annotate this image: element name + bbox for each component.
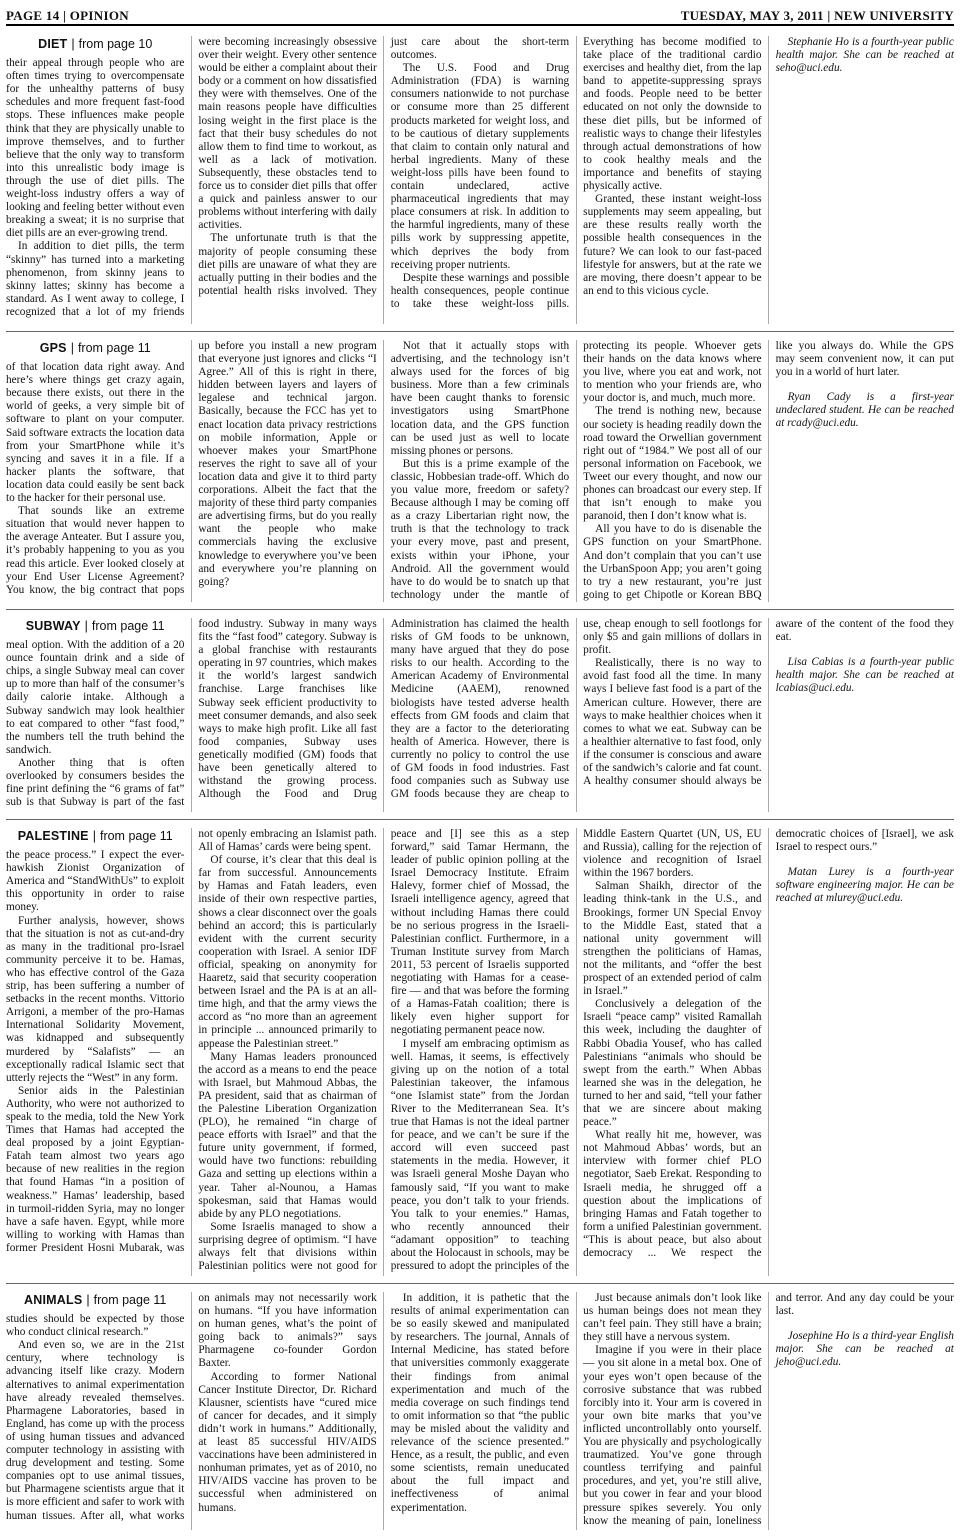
story-animals [6,1292,954,1530]
paragraph: But this is a prime example of the classic, Hobbesian trade-off. Which do you value more, freedom or safety? Because although I may be coming off as a crazy Libertarian right now, the truth is that the technology to track your every move, past and present, exists within your iPhone, your Android. All the government would have to do would be to snatch up that technology under the mantle of protecting its people. Whoever gets their hands on the data knows where you live, where you eat and work, not to mention who your friends are, who your doctor is, and much, much more. [390,340,762,601]
paragraph: the peace process.” I expect the ever-hawkish Zionist Organization of America and “StandWithUs” to exploit this opportunity in order to raise money. [6,849,185,914]
paragraph: Salman Shaikh, director of the leading think-tank in the U.S., and Brookings, former UN Special Envoy to the Middle East, stated that a national unity government will strengthen the politicians of Hamas, not the militants, and “offer the best prospect of an extended period of calm in Israel.” [583,880,762,998]
paragraph: I myself am embracing optimism as well. Hamas, it seems, is effectively giving up on the notion of a total Palestinian takeover, the infamous “one Islamist state” from the Jordan River to the Mediterranean Sea. It’s true that Hamas is not the ideal partner for peace, and we can’t be sure if the accord will even succeed past statements in the media. However, it was Israeli general Moshe Dayan who famously said, “If you want to make peace, you don’t talk to your friends. You talk to your enemies.” Hamas, who recently announced their “adamant opposition” to teaching about the Holocaust in schools, may be pressured to adopt the principles of the Middle Eastern Quartet (UN, US, EU and Russia), calling for the rejection of violence and recognition of Israel within the 1967 borders. [390,828,762,1273]
paragraph: And even so, we are in the 21st century, where technology is advancing itself like crazy. Modern alternatives to animal experimentation have already revealed themselves. Pharmagene Laboratories, based in England, has come up with the process of using human tissues and advanced computer technology in assisting with drug development and testing. Some companies opt to use animal tissues, but Pharmagene scientists argue that it is more efficient and safer to work with human tissues. After all, what works on animals may not necessarily work on humans. “If you have information on human genes, what’s the point of going back to animals?” says Pharmagene co-founder Gordon Baxter. [6,1292,377,1522]
paragraph: studies should be expected by those who conduct clinical research.” [6,1313,185,1339]
paragraph: Granted, these instant weight-loss supplements may seem appealing, but are these results really worth the possible health consequences in the future? We can look to our fast-paced lifestyle for answers, but at the rate we are moving, there doesn’t appear to be an end to this vicious cycle. [583,193,762,297]
jump-slug: ANIMALS [24,1293,83,1307]
story-columns [6,36,954,324]
paragraph: their appeal through people who are often times trying to overcompensate for the unhealthy patterns of busy schedules and more frequent fast-food stops. These influences make people think that they are physically unable to improve themselves, and to further believe that the only way to transform into this unrealistic body image is through the use of diet pills. The weight-loss industry offers a way of looking and feeling better without even breaking a sweat; it is no surprise that diet pills are an ever-growing trend. [6,57,185,240]
paragraph: Imagine if you were in their place — you sit alone in a metal box. One of your eyes won’t open because of the corrosive substance that was rubbed forcibly into it. Your arm is covered in your own bite marks that you’ve inflicted uncontrollably onto yourself. You are physically and psychologically traumatized. You’ve gone through countless terrifying and painful procedures, and yet, you’re still alive, but you cower in fear and your blood pressure spikes severely. You only know the meaning of pain, loneliness and terror. And any day could be your last. [583,1292,954,1527]
paragraph: Many Hamas leaders pronounced the accord as a means to end the peace with Israel, but Mahmoud Abbas, the PA president, said that as chairman of the Palestine Liberation Organization (PLO), he remained “in charge of peace efforts with Israel” and that the future unity government, if formed, would have two functions: rebuilding Gaza and setting up elections within a year. Taher al-Nounou, a Hamas spokesman, said that Hamas would abide by any PLO negotiations. [198,1050,377,1220]
paragraph: Despite these warnings and possible health consequences, people continue to take these weight-loss pills. Everything has become modified to take place of the traditional cardio exercises and healthy diet, from the lap band to appetite-suppressing sprays and foods. People need to be better educated on not only the downside to these diet pills, but be informed of realistic ways to change their lifestyles through actual demonstrations of how to cook healthy meals and the importance and benefits of staying physically active. [390,36,762,310]
paragraph: Not that it actually stops with advertising, and the technology isn’t always used for the forces of big business. More than a few criminals have been caught thanks to forensic investigators using SmartPhone location data, and the GPS function can be used just as well to locate missing phones or persons. [390,340,570,457]
jump-separator: | [86,1293,90,1307]
jump-separator: | [92,829,96,843]
jump-head [6,36,184,51]
jump-slug: DIET [38,37,68,51]
jump-slug: PALESTINE [17,829,89,843]
paragraph: The unfortunate truth is that the majority of people consuming these diet pills are unaware of what they are actually putting in their bodies and the potential health risks involved. They just care about the short-term outcomes. [198,36,570,297]
paragraph: What really hit me, however, was not Mahmoud Abbas’ words, but an interview with former chief PLO negotiator, Saeb Erekat. Responding to Israeli media, he shrugged off a question about the implications of bringing Hamas and Fatah together to form a unified Palestinian government. “This is about peace, but also about democracy ... We respect the democratic choices of [Israel], we ask Israel to respect ours.” [583,828,954,1259]
jump-reference: from page 11 [77,341,151,355]
jump-slug: GPS [39,341,67,355]
page-header [6,4,954,24]
story-divider [6,331,954,332]
paragraph: Conclusively a delegation of the Israeli “peace camp” visited Ramallah this week, including the daughter of Rabbi Obadia Yousef, who has called Palestinians “animals who should be swept from the earth.” When Abbas learned she was in the delegation, he turned to her and said, “tell your father that we are sincere about making peace.” [583,998,762,1129]
paragraph: Just because animals don’t look like us human beings does not mean they can’t feel pain. They still have a brain; they still have a nervous system. [583,1292,762,1344]
header-rule [6,24,954,26]
paragraph: of that location data right away. And here’s where things get crazy again, because there exists, out there in the world of geeks, a very simple bit of software to plant on your computer. Said software extracts the location data from your SmartPhone while it’s syncing and saves it in a file. If a hacker plants the software, that location data could easily be sent back to the hacker for their personal use. [6,361,185,505]
issue-date-line: TUESDAY, MAY 3, 2011 | NEW UNIVERSITY [680,8,954,23]
paragraph: Senior aids in the Palestinian Authority, who were not authorized to speak to the media, told the New York Times that Hamas had accepted the deal proposed by a joint Egyptian-Fatah team almost two years ago because of new realities in the region that found Hamas “in a position of weakness.” Hamas’ leadership, based in turmoil-ridden Syria, may no longer have a safe haven. Egypt, while more willing to working with Hamas than former President Hosni Mubarak, was not openly embracing an Islamist path. All of Hamas’ cards were being spent. [6,828,377,1254]
jump-separator: | [70,341,74,355]
story-columns [6,618,954,812]
paragraph: That sounds like an extreme situation that would never happen to the average Anteater. But I assure you, it’s probably happening to you as you read this article. Ever looked closely at your End User License Agreement? You know, the big contract that pops up before you install a new program that everyone just ignores and clicks “I Agree.” All of this is right in there, hidden between layers and layers of legalese and technical jargon. Basically, because the FCC has yet to enact location data privacy restrictions on mobile information, Apple or whoever makes your SmartPhone reserves the right to save all of your location data and give it to third party corporations. Albeit the fact that the majority of these third party companies are advertising firms, but do you really want the people who make commercials having the exclusive knowledge to everywhere you’ve been and everywhere you’re planning on going? [6,340,377,596]
story-divider [6,819,954,820]
story-divider [6,609,954,610]
jump-reference: from page 11 [91,619,165,633]
paragraph: Some Israelis managed to show a surprising degree of optimism. “I have always felt that divisions within Palestinian politics were not good for peace and [I] see this as a step forward,” said Tamar Hermann, the leader of public opinion polling at the Israel Democracy Institute. Efraim Halevy, former chief of Mossad, the Israeli intelligence agency, agreed that without including Hamas there could be no serious progress in the Israeli-Palestinian conflict. Furthermore, in a Truman Institute survey from March 2011, 53 percent of Israelis supported negotiating with Hamas for a cease-fire — and that was before the forming of a Hamas-Fatah coalition; there is likely even higher support for negotiating permanent peace now. [198,828,570,1273]
story-palestine [6,828,954,1276]
jump-head [6,340,184,355]
story-diet [6,36,954,324]
author-signature: Stephanie Ho is a fourth-year public health major. She can be reached at seho@uci.edu. [775,36,954,75]
paragraph: The U.S. Food and Drug Administration (FDA) is warning consumers nationwide to not purchase or consume more than 25 different products marketed for weight loss, and to be cautious of dietary supplements that claim to contain only natural and herbal ingredients. Many of these weight-loss pills have been found to contain undeclared, active pharmaceutical ingredients that may place consumers at risk. In addition to the harmful ingredients, many of these pills work by suppressing appetite, which deprives the body from receiving proper nutrients. [390,62,570,271]
paragraph: In addition to diet pills, the term “skinny” has turned into a marketing phenomenon, from skinny jeans to skinny lattes; skinny has become a standard. As I went away to college, I recognized that a lot of my friends were becoming increasingly obsessive over their weight. Every other sentence would be either a complaint about their body or a comment on how dissatisfied they were with themselves. One of the main reasons people have difficulties losing weight in the first place is the fact that their busy schedules do not allow them to find time to workout, as well as a lack of motivation. Subsequently, these obstacles tend to force us to consider diet pills that offer a quick and painless answer to our problems without interfering with daily activities. [6,36,377,318]
author-signature: Ryan Cady is a first-year undeclared student. He can be reached at rcady@uci.edu. [775,391,954,430]
story-gps [6,340,954,602]
author-signature: Josephine Ho is a third-year English major. She can be reached at jeho@uci.edu. [775,1330,954,1369]
jump-separator: | [84,619,88,633]
jump-separator: | [71,37,75,51]
jump-reference: from page 11 [99,829,173,843]
paragraph: Another thing that is often overlooked by consumers besides the fine print defining the “6 grams of fat” sub is that Subway is part of the fast food industry. Subway in many ways fits the “fast food” category. Subway is a global franchise with restaurants operating in 97 countries, which makes it the world’s largest sandwich franchise. Large franchises like Subway seek efficient productivity to meet consumer demands, and also seek ways to make high profit. Like all fast food companies, Subway uses genetically modified (GM) foods that have been genetically altered to withstand the growing process. Although the Food and Drug Administration has claimed the health risks of GM foods to be unknown, many have argued that they do pose risks to our health. According to the American Academy of Environmental Medicine (AAEM), renowned biologists have tested adverse health effects from GM foods and claim that they are a factor to the deteriorating health of America. However, there is currently no policy to control the use of GM foods in food industries. Fast food companies such as Subway use GM foods because they are cheap to use, cheap enough to sell footlongs for only $5 and gain millions of dollars in profit. [6,618,762,809]
paragraph: The trend is nothing new, because our society is heading readily down the road toward the Orwellian government right out of “1984.” We post all of our personal information on Facebook, we Tweet our every thought, and now our phones can broadcast our every step. If that isn’t enough to make you paranoid, then I don’t know what is. [583,405,762,523]
story-columns [6,340,954,602]
paragraph: According to former National Cancer Institute Director, Dr. Richard Klausner, scientists have “cured mice of cancer for decades, and it simply didn’t work in humans.” Additionally, at least 85 successful HIV/AIDS vaccinations have been administered in nonhuman primates, yet as of 2010, no HIV/AIDS vaccine has proven to be successful when administered on humans. [198,1370,377,1514]
paragraph: meal option. With the addition of a 20 ounce fountain drink and a side of chips, a single Subway meal can cover up to more than half of the consumer’s daily calorie intake. Although a Subway sandwich may look healthier to eat compared to other “fast food,” the numbers tell the truth behind the sandwich. [6,639,185,756]
paragraph: Realistically, there is no way to avoid fast food all the time. In many ways I believe fast food is a part of the American culture. However, there are ways to make healthier choices when it comes to what we eat. Subway can be a healthier alternative to fast food, only if the consumer is conscious and aware of the sandwich’s calorie and fat count. A healthy consumer should always be aware of the content of the food they eat. [583,618,954,788]
jump-head [6,1292,184,1307]
jump-reference: from page 10 [78,37,153,51]
paragraph: Of course, it’s clear that this deal is far from successful. Announcements by Hamas and Fatah leaders, even inside of their own respective parties, shows a clear disconnect over the goals behind an accord; this is particularly evident with the current security cooperation with Israel. A senior IDF official, speaking on anonymity for Haaretz, said that security cooperation between Israel and the PA is at an all-time high, and that the army views the accord as “no more than an agreement in principle ... announced primarily to appease the Palestinian street.” [198,854,377,1050]
jump-reference: from page 11 [93,1293,167,1307]
story-columns [6,1292,954,1530]
paragraph: All you have to do is disenable the GPS function on your SmartPhone. And don’t complain that you can’t use the UrbanSpoon App; you aren’t going to try a new restaurant, you’re just going to get Chipotle or Korean BBQ like you always do. While the GPS may seem convenient now, it can put you in a world of hurt later. [583,340,954,601]
jump-head [6,828,184,843]
story-divider [6,1283,954,1284]
paragraph: In addition, it is pathetic that the results of animal experimentation can be so easily skewed and manipulated by researchers. The journal, Annals of Internal Medicine, has stated before that universities commonly exaggerate their findings from animal experimentation and much of the media coverage on such findings tend to omit information so that “the public may be misled about the validity and relevance of the science presented.” Hence, as a result, the public, and even some scientists, remain uneducated about the full impact and ineffectiveness of animal experimentation. [390,1292,570,1514]
author-signature: Lisa Cabias is a fourth-year public health major. She can be reached at lcabias@uci.edu. [775,656,954,695]
jump-slug: SUBWAY [25,619,81,633]
author-signature: Matan Lurey is a fourth-year software engineering major. He can be reached at mlurey@uci.edu. [775,866,954,905]
paragraph: Further analysis, however, shows that the situation is not as cut-and-dry as many in the traditional pro-Israel community perceive it to be. Hamas, who has effective control of the Gaza strip, has been suffering a number of setbacks in the recent months. Vittorio Arrigoni, a member of the pro-Hamas International Solidarity Movement, was kidnapped and subsequently murdered by “Salafists” — an exceptionally radical Islamic sect that utterly rejects the “West” in any form. [6,914,185,1084]
page-folio: PAGE 14 | OPINION [6,8,129,23]
jump-head [6,618,184,633]
story-subway [6,618,954,812]
story-columns [6,828,954,1276]
